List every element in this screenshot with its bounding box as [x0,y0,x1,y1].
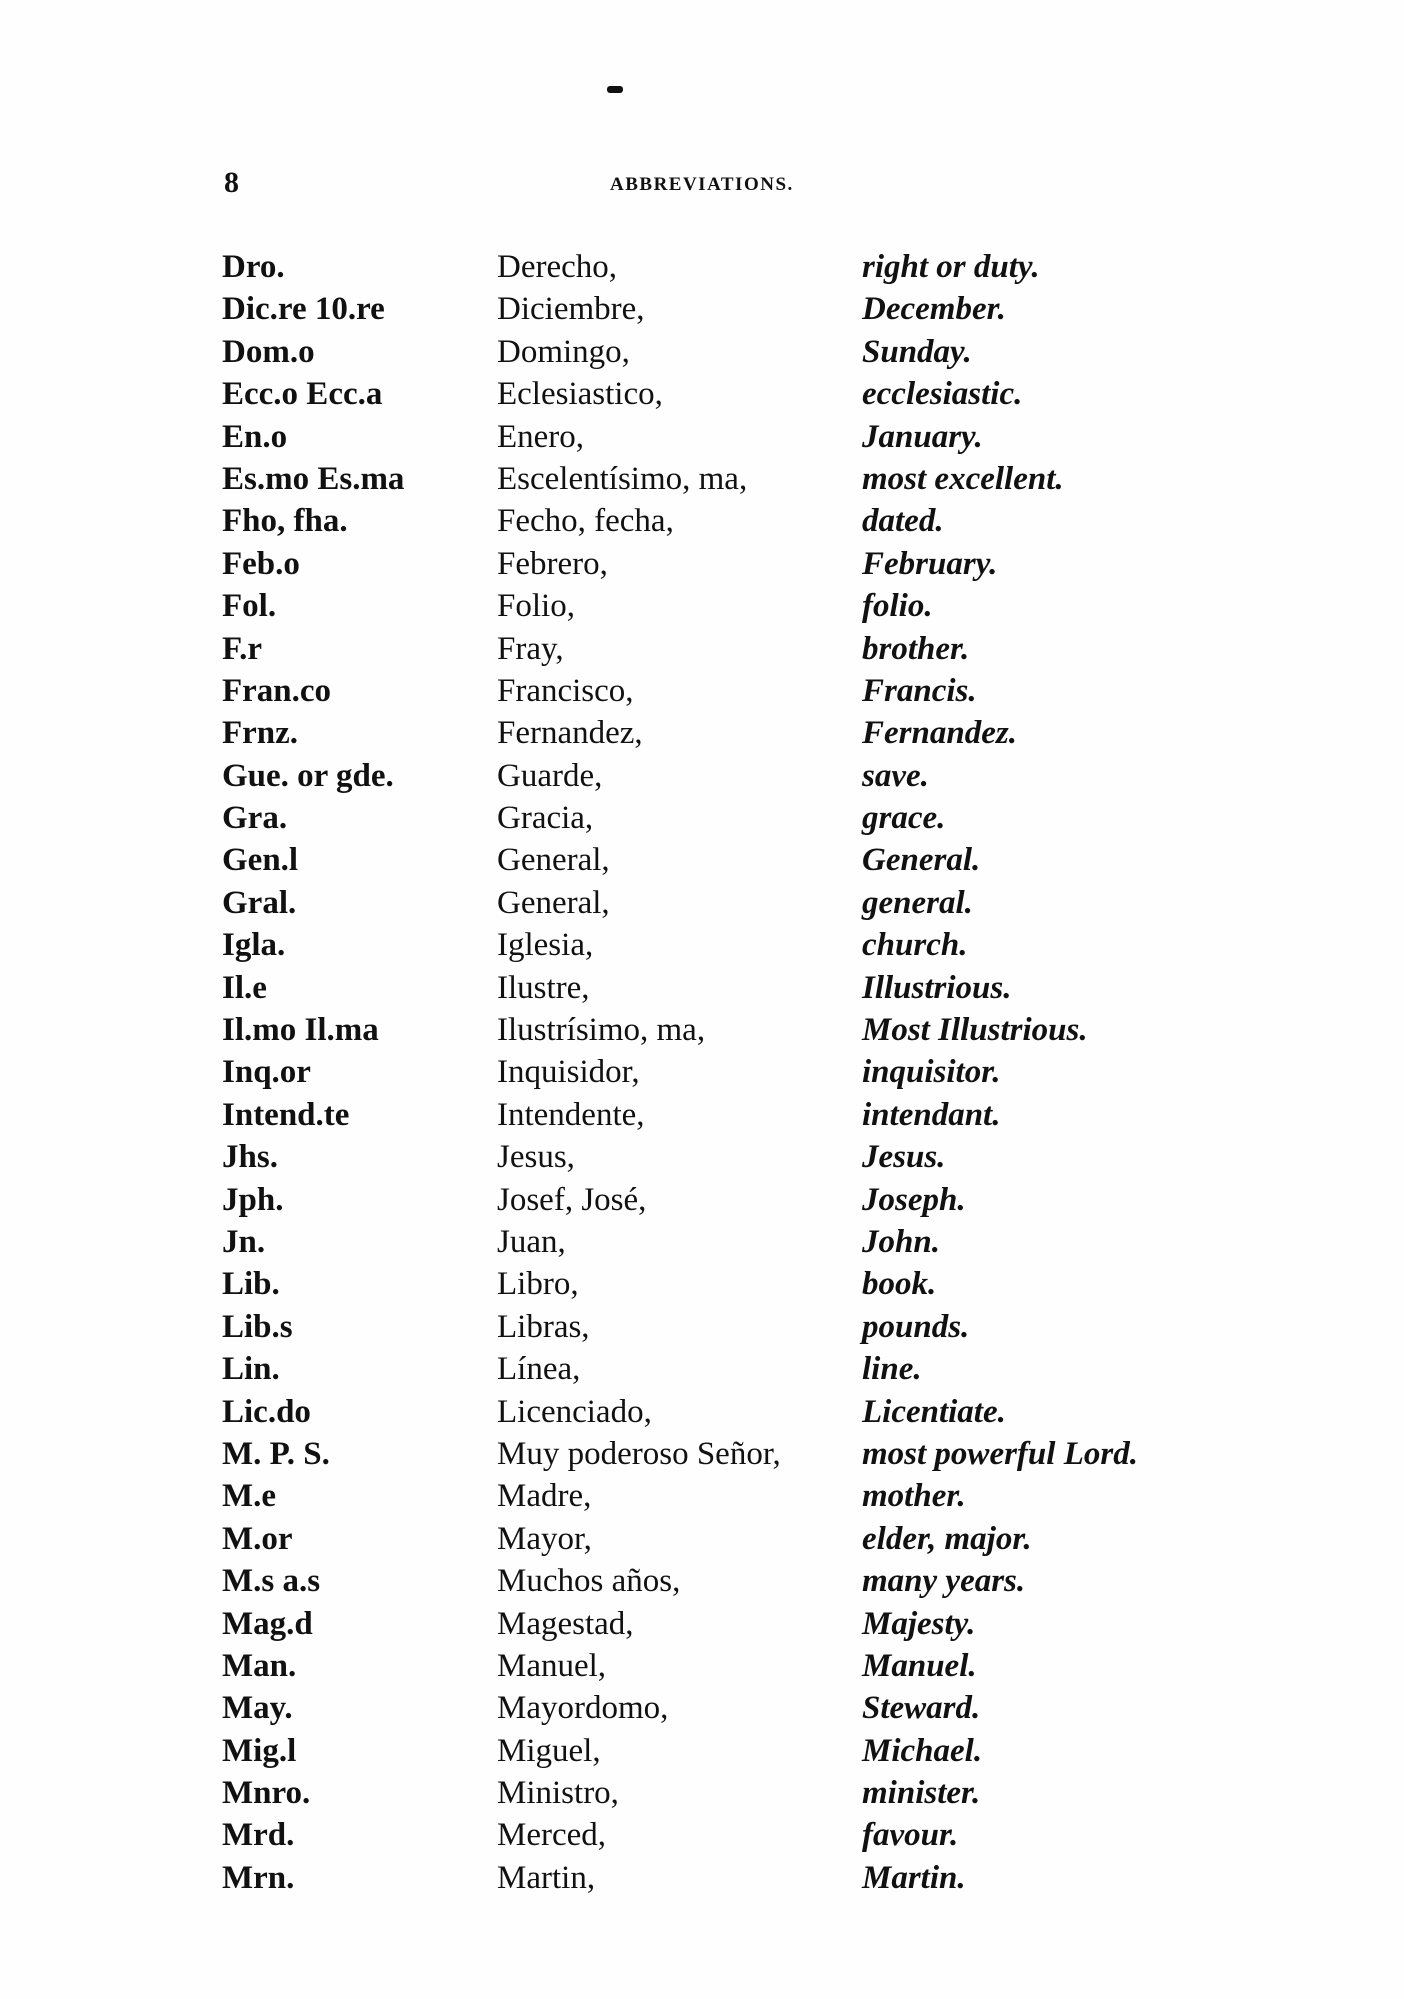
spanish-term: Eclesiastico, [497,376,663,413]
spanish-term: Josef, José, [497,1181,647,1218]
abbreviation: Feb.o [222,545,300,582]
abbreviation: May. [222,1690,293,1727]
spanish-term: Martin, [497,1859,596,1896]
spanish-term: Febrero, [497,545,608,582]
abbreviation: Lib. [222,1266,280,1303]
abbreviation: Mig.l [222,1732,297,1769]
english-meaning: Licentiate. [862,1393,1006,1430]
abbreviation-row [0,458,1404,500]
abbreviation: Man. [222,1647,297,1684]
abbreviation-row [0,1306,1404,1348]
abbreviation-row [0,1009,1404,1051]
abbreviation-row [0,967,1404,1009]
abbreviation: M.s a.s [222,1563,321,1600]
spanish-term: Guarde, [497,757,603,794]
english-meaning: save. [862,757,929,794]
spanish-term: Iglesia, [497,927,594,964]
english-meaning: grace. [862,800,946,837]
abbreviation: Dro. [222,249,285,285]
spanish-term: Domingo, [497,333,630,370]
abbreviation: Lin. [222,1351,280,1388]
ink-blot [607,86,623,93]
spanish-term: General, [497,884,610,921]
abbreviation: En.o [222,418,288,455]
abbreviation-row [0,1730,1404,1772]
spanish-term: Muy poderoso Señor, [497,1435,781,1472]
english-meaning: Most Illustrious. [862,1012,1088,1049]
spanish-term: Libro, [497,1266,579,1303]
english-meaning: John. [862,1223,940,1260]
english-meaning: church. [862,927,968,964]
spanish-term: Licenciado, [497,1393,652,1430]
spanish-term: Folio, [497,588,575,625]
spanish-term: Ilustre, [497,969,590,1006]
abbreviation: Jn. [222,1223,266,1260]
abbreviation-row [0,1560,1404,1602]
english-meaning: Jesus. [862,1139,946,1176]
english-meaning: Martin. [862,1859,966,1896]
abbreviation-row [0,882,1404,924]
abbreviation: Intend.te [222,1096,350,1133]
abbreviation: Jhs. [222,1139,278,1176]
abbreviation-row [0,1814,1404,1856]
abbreviation-row [0,1518,1404,1560]
english-meaning: brother. [862,630,970,667]
spanish-term: Línea, [497,1351,581,1388]
english-meaning: Francis. [862,672,977,709]
abbreviation: Gue. or gde. [222,757,394,794]
abbreviation-row [0,755,1404,797]
spanish-term: Fray, [497,630,564,667]
english-meaning: favour. [862,1817,959,1854]
spanish-term: Enero, [497,418,585,455]
spanish-term: Manuel, [497,1647,607,1684]
abbreviation-row [0,1094,1404,1136]
spanish-term: Gracia, [497,800,594,837]
spanish-term: Madre, [497,1478,592,1515]
abbreviation-row [0,373,1404,415]
abbreviation-row [0,246,1404,288]
abbreviation-row [0,1857,1404,1899]
english-meaning: ecclesiastic. [862,376,1023,413]
spanish-term: Ministro, [497,1775,619,1812]
abbreviation: Jph. [222,1181,284,1218]
abbreviation-row [0,1263,1404,1305]
english-meaning: Fernandez. [862,715,1017,752]
abbreviation: M.or [222,1520,293,1557]
abbreviation: Lib.s [222,1308,293,1345]
spanish-term: Merced, [497,1817,607,1854]
abbreviation: Igla. [222,927,286,964]
abbreviation-row [0,1603,1404,1645]
english-meaning: folio. [862,588,933,625]
abbreviation: Lic.do [222,1393,311,1430]
abbreviation-row [0,1179,1404,1221]
running-head: ABBREVIATIONS. [610,174,794,195]
abbreviation-row [0,1348,1404,1390]
abbreviation: M. P. S. [222,1435,330,1472]
abbreviation: Gra. [222,800,288,837]
spanish-term: Muchos años, [497,1563,681,1600]
abbreviation: Es.mo Es.ma [222,460,405,497]
abbreviation-row [0,543,1404,585]
english-meaning: Manuel. [862,1647,977,1684]
abbreviation-row [0,288,1404,330]
english-meaning: Joseph. [862,1181,966,1218]
abbreviation: Mrn. [222,1859,295,1896]
abbreviation-row [0,628,1404,670]
english-meaning: December. [862,291,1006,328]
abbreviation: Il.mo Il.ma [222,1012,379,1049]
abbreviation-row [0,1433,1404,1475]
abbreviation: Dom.o [222,333,315,370]
spanish-term: Libras, [497,1308,590,1345]
english-meaning: general. [862,884,973,921]
abbreviation: F.r [222,630,263,667]
spanish-term: Derecho, [497,249,618,285]
abbreviation: Mag.d [222,1605,313,1642]
abbreviation: M.e [222,1478,277,1515]
abbreviation-row [0,1687,1404,1729]
abbreviation: Inq.or [222,1054,311,1091]
english-meaning: many years. [862,1563,1026,1600]
abbreviation-row [0,1475,1404,1517]
spanish-term: Miguel, [497,1732,601,1769]
abbreviation-row [0,1221,1404,1263]
page-header [0,166,1404,206]
english-meaning: elder, major. [862,1520,1032,1557]
spanish-term: Mayor, [497,1520,592,1557]
abbreviation: Fho, fha. [222,503,348,540]
spanish-term: Escelentísimo, ma, [497,460,748,497]
abbreviation: Il.e [222,969,267,1006]
english-meaning: General. [862,842,981,879]
spanish-term: Jesus, [497,1139,575,1176]
abbreviation: Gen.l [222,842,299,879]
abbreviation-row [0,500,1404,542]
abbreviation: Fol. [222,588,277,625]
spanish-term: Intendente, [497,1096,645,1133]
english-meaning: most excellent. [862,460,1064,497]
spanish-term: Fecho, fecha, [497,503,674,540]
abbreviation-row [0,924,1404,966]
spanish-term: Magestad, [497,1605,634,1642]
abbreviation: Mrd. [222,1817,295,1854]
spanish-term: Fernandez, [497,715,643,752]
english-meaning: line. [862,1351,922,1388]
spanish-term: Mayordomo, [497,1690,669,1727]
abbreviation-row [0,1136,1404,1178]
english-meaning: book. [862,1266,937,1303]
english-meaning: dated. [862,503,944,540]
spanish-term: Inquisidor, [497,1054,640,1091]
abbreviation-row [0,1391,1404,1433]
spanish-term: Juan, [497,1223,566,1260]
abbreviation: Fran.co [222,672,332,709]
abbreviation-row [0,1645,1404,1687]
english-meaning: Michael. [862,1732,983,1769]
abbreviation-list [0,246,1404,1899]
abbreviation: Mnro. [222,1775,311,1812]
english-meaning: intendant. [862,1096,1001,1133]
spanish-term: Francisco, [497,672,634,709]
spanish-term: Ilustrísimo, ma, [497,1012,706,1049]
abbreviation-row [0,839,1404,881]
abbreviation: Gral. [222,884,297,921]
spanish-term: General, [497,842,610,879]
abbreviation-row [0,331,1404,373]
abbreviation: Frnz. [222,715,299,752]
abbreviation-row [0,797,1404,839]
english-meaning: Illustrious. [862,969,1012,1006]
english-meaning: January. [862,418,983,455]
english-meaning: February. [862,545,998,582]
english-meaning: Sunday. [862,333,972,370]
english-meaning: Steward. [862,1690,981,1727]
page-number: 8 [224,166,239,199]
abbreviation: Dic.re 10.re [222,291,385,328]
abbreviation-row [0,585,1404,627]
abbreviation-row [0,670,1404,712]
abbreviation-row [0,1772,1404,1814]
abbreviation-row [0,712,1404,754]
english-meaning: pounds. [862,1308,970,1345]
abbreviation-row [0,416,1404,458]
spanish-term: Diciembre, [497,291,645,328]
english-meaning: most powerful Lord. [862,1435,1138,1472]
english-meaning: minister. [862,1775,981,1812]
english-meaning: inquisitor. [862,1054,1001,1091]
english-meaning: mother. [862,1478,966,1515]
abbreviation-row [0,1051,1404,1093]
abbreviation: Ecc.o Ecc.a [222,376,383,413]
english-meaning: right or duty. [862,249,1040,285]
english-meaning: Majesty. [862,1605,976,1642]
